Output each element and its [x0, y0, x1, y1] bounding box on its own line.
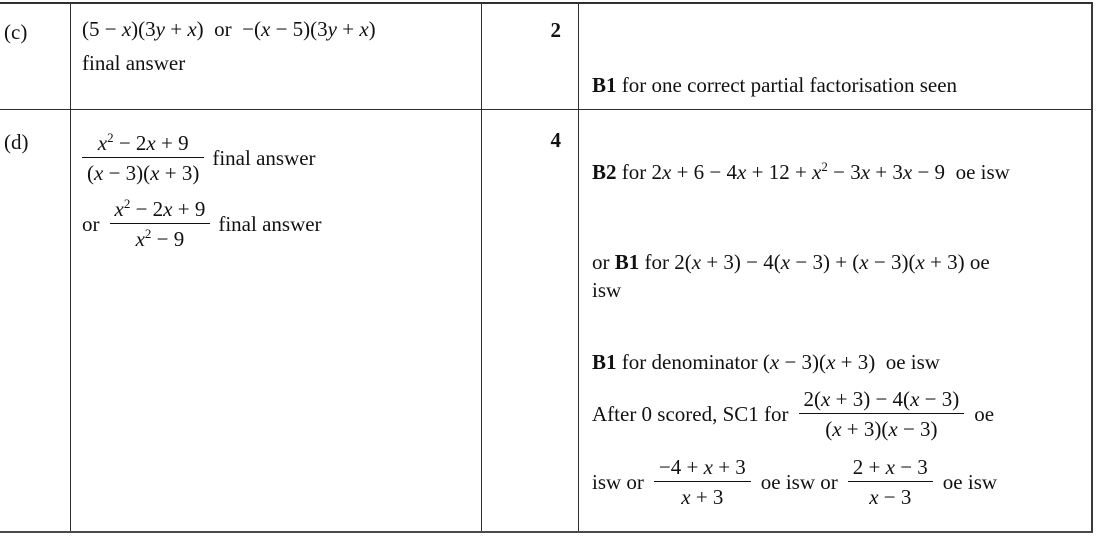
or-label: or — [592, 250, 615, 274]
guidance-b1-denominator-line — [592, 348, 1085, 376]
sc1-prefix: After 0 scored, SC1 for — [592, 402, 789, 426]
fraction-denominator: x + 3 — [681, 485, 724, 509]
isw-continuation: isw — [592, 278, 622, 302]
answer-cell-d — [71, 110, 482, 531]
part-label-cell-c — [0, 4, 71, 110]
fraction-bar — [848, 481, 933, 482]
mark-code-b1: B1 — [614, 250, 640, 274]
fraction-bar — [799, 413, 965, 414]
fraction-bar — [110, 223, 211, 224]
answer-line1-d — [82, 130, 481, 186]
answer-line2-d — [82, 196, 481, 252]
fraction-numerator: 2(x + 3) − 4(x − 3) — [803, 387, 960, 411]
part-label-c: (c) — [4, 20, 28, 44]
fraction — [110, 196, 211, 252]
answer-final-answer-label-c: final answer — [82, 51, 186, 75]
fraction-numerator: $x^2 - 2x + 9$ — [114, 196, 206, 221]
final-answer-label: final answer — [218, 211, 322, 236]
part-label-d: (d) — [4, 130, 29, 154]
guidance-text-c: for one correct partial factorisation seen — [616, 73, 958, 97]
guidance-b2-line — [592, 158, 1085, 186]
mark-code-b1: B1 — [592, 350, 617, 374]
guidance-expression: (x − 3)(x + 3) — [762, 350, 876, 374]
oe-label: oe — [964, 250, 990, 274]
fraction-denominator: (x + 3)(x − 3) — [825, 417, 938, 441]
guidance-text: for denominator — [616, 350, 763, 374]
mark-code-b2: B2 — [592, 160, 617, 184]
final-answer-label: final answer — [212, 145, 316, 170]
fraction-denominator: (x − 3)(x + 3) — [87, 161, 200, 185]
guidance-expression: 2(x + 3) − 4(x − 3) + (x − 3)(x + 3) — [674, 250, 965, 274]
isw-or-label: isw or — [592, 470, 644, 494]
guidance-text: for — [616, 160, 652, 184]
fraction — [654, 454, 751, 510]
mark-code-b1: B1 — [592, 73, 617, 97]
oe-isw-label: oe isw — [942, 470, 998, 494]
fraction-denominator: $x^2 - 9$ — [135, 226, 185, 251]
guidance-b1-alt-line — [592, 248, 1085, 304]
fraction-numerator: 2 + x − 3 — [852, 455, 928, 479]
marks-value-d: 4 — [550, 128, 561, 152]
marks-value-c: 2 — [550, 18, 561, 42]
oe-label: oe — [974, 402, 995, 426]
guidance-sc1-line — [592, 386, 1085, 442]
guidance-text: for — [639, 250, 675, 274]
fraction — [82, 130, 204, 186]
oe-isw-or-label: oe isw or — [760, 470, 838, 494]
fraction — [848, 454, 933, 510]
oe-isw-label: oe isw — [945, 160, 1010, 184]
fraction-denominator: x − 3 — [869, 485, 912, 509]
or-label: or — [82, 211, 100, 236]
fraction-numerator: −4 + x + 3 — [658, 455, 746, 479]
guidance-expression: $2x + 6 - 4x + 12 + x^2 - 3x + 3x - 9$ — [651, 159, 946, 184]
fraction-bar — [82, 157, 204, 158]
answer-expression-c: (5 − x)(3y + x) or −(x − 5)(3y + x) — [82, 17, 376, 41]
guidance-cell-c — [579, 4, 1091, 110]
mark-scheme-table — [0, 2, 1093, 533]
part-label-cell-d — [0, 110, 71, 531]
fraction-bar — [654, 481, 751, 482]
marks-cell-d — [482, 110, 579, 531]
guidance-last-line — [592, 454, 1085, 510]
fraction — [799, 386, 965, 442]
guidance-line-c — [592, 71, 1085, 99]
marks-cell-c — [482, 4, 579, 110]
oe-isw-label: oe isw — [875, 350, 940, 374]
guidance-cell-d — [579, 110, 1091, 531]
fraction-numerator: $x^2 - 2x + 9$ — [97, 130, 189, 155]
answer-cell-c — [71, 4, 482, 110]
